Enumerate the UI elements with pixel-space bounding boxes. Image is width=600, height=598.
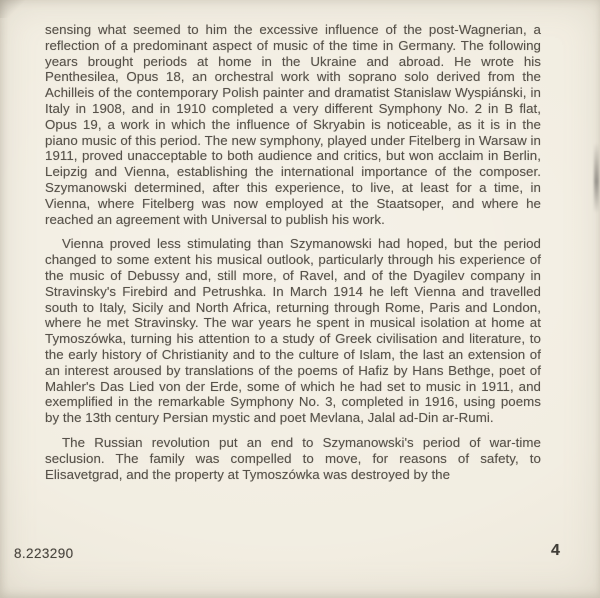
scan-artifact-right-edge	[594, 143, 599, 213]
page-number: 4	[551, 542, 560, 559]
liner-notes-text	[45, 22, 541, 482]
body-paragraph-2: Vienna proved less stimulating than Szymanowski had hoped, but the period changed to some extent his musical outlook, particularly through his experience of the music of Debussy and, still more, of Ravel, and of the Dyagilev company in Stravinsky's Firebird and Petrushka. In March 1914 he left Vienna and travelled south to Italy, Sicily and North Africa, returning through Rome, Paris and London, where he met Stravinsky. The war years he spent in musical isolation at home at Tymoszówka, turning his attention to a study of Greek civilisation and literature, to the early history of Christianity and to the culture of Islam, the last an extension of an interest aroused by translations of the poems of Hafiz by Hans Bethge, poet of Mahler's Das Lied von der Erde, some of which he had set to music in 1911, and exemplified in the remarkable Symphony No. 3, completed in 1916, using poems by the 13th century Persian mystic and poet Mevlana, Jalal ad-Din ar-Rumi.	[45, 236, 541, 426]
catalog-number: 8.223290	[14, 546, 74, 561]
body-paragraph-3: The Russian revolution put an end to Szymanowski's period of war-time seclusion. The family was compelled to move, for reasons of safety, to Elisavetgrad, and the property at Tymoszówka was destroyed by the	[45, 434, 541, 482]
body-paragraph-1: sensing what seemed to him the excessive influence of the post-Wagnerian, a reflection of a predominant aspect of music of the time in Germany. The following years brought periods at home in the Ukraine and abroad. He wrote his Penthesilea, Opus 18, an orchestral work with soprano solo derived from the Achilleis of the contemporary Polish painter and dramatist Stanislaw Wyspiánski, in Italy in 1908, and in 1910 completed a very different Symphony No. 2 in B flat, Opus 19, a work in which the influence of Skryabin is noticeable, as it is in the piano music of this period. The new symphony, played under Fitelberg in Warsaw in 1911, proved unacceptable to both audience and critics, but won acclaim in Berlin, Leipzig and Vienna, establishing the international importance of the composer. Szymanowski determined, after this experience, to live, at least for a time, in Vienna, where Fitelberg was now employed at the Staatsoper, and where he reached an agreement with Universal to publish his work.	[45, 22, 541, 227]
corner-shadow	[0, 0, 26, 18]
